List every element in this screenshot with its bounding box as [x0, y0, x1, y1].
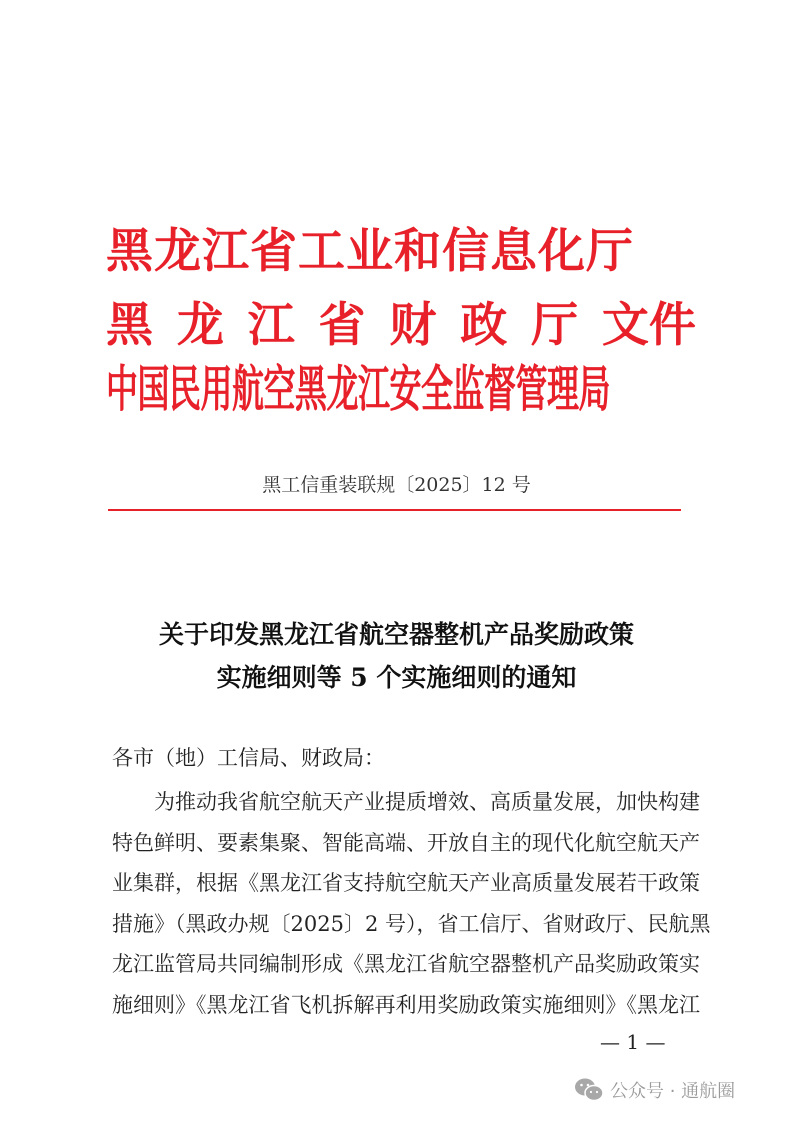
watermark — [574, 1077, 735, 1103]
issuer-char: 财 — [389, 298, 437, 353]
issuer-char: 政 — [460, 298, 508, 353]
issuer-char: 龙 — [176, 298, 224, 353]
body-line: 为推动我省航空航天产业提质增效、高质量发展，加快构建 — [112, 790, 700, 814]
body-line: 措施》（黑政办规〔2025〕2 号），省工信厅、省财政厅、民航黑 — [112, 911, 711, 936]
wechat-icon — [574, 1077, 604, 1103]
document-number: 黑工信重装联规〔2025〕12 号 — [262, 474, 531, 496]
page-number: — 1 — — [600, 1030, 666, 1054]
body-line: 施细则》《黑龙江省飞机拆解再利用奖励政策实施细则》《黑龙江 — [112, 992, 700, 1017]
salutation: 各市（地）工信局、财政局： — [112, 746, 385, 770]
issuer-char: 省 — [318, 298, 366, 353]
issuer-line-3: 中国民用航空黑龙江安全监督管理局 — [106, 359, 611, 419]
body-text — [112, 782, 711, 1025]
red-divider — [108, 509, 681, 511]
watermark-text: 公众号 · 通航圈 — [610, 1081, 736, 1102]
doc-title-line-1: 关于印发黑龙江省航空器整机产品奖励政策 — [158, 620, 634, 649]
issuer-char: 黑 — [106, 298, 153, 353]
issuer-line-2 — [106, 288, 696, 355]
issuer-char: 江 — [247, 298, 295, 353]
issuer-char: 厅 — [531, 298, 579, 353]
body-line: 业集群，根据《黑龙江省支持航空航天产业高质量发展若干政策 — [112, 871, 700, 895]
issuer-line-1: 黑龙江省工业和信息化厅 — [106, 224, 634, 279]
issuer-char: 文件 — [601, 298, 696, 353]
body-line: 特色鲜明、要素集聚、智能高端、开放自主的现代化航空航天产 — [112, 830, 700, 855]
doc-title-line-2: 实施细则等 5 个实施细则的通知 — [216, 663, 577, 692]
body-line: 龙江监管局共同编制形成《黑龙江省航空器整机产品奖励政策实 — [112, 952, 700, 976]
